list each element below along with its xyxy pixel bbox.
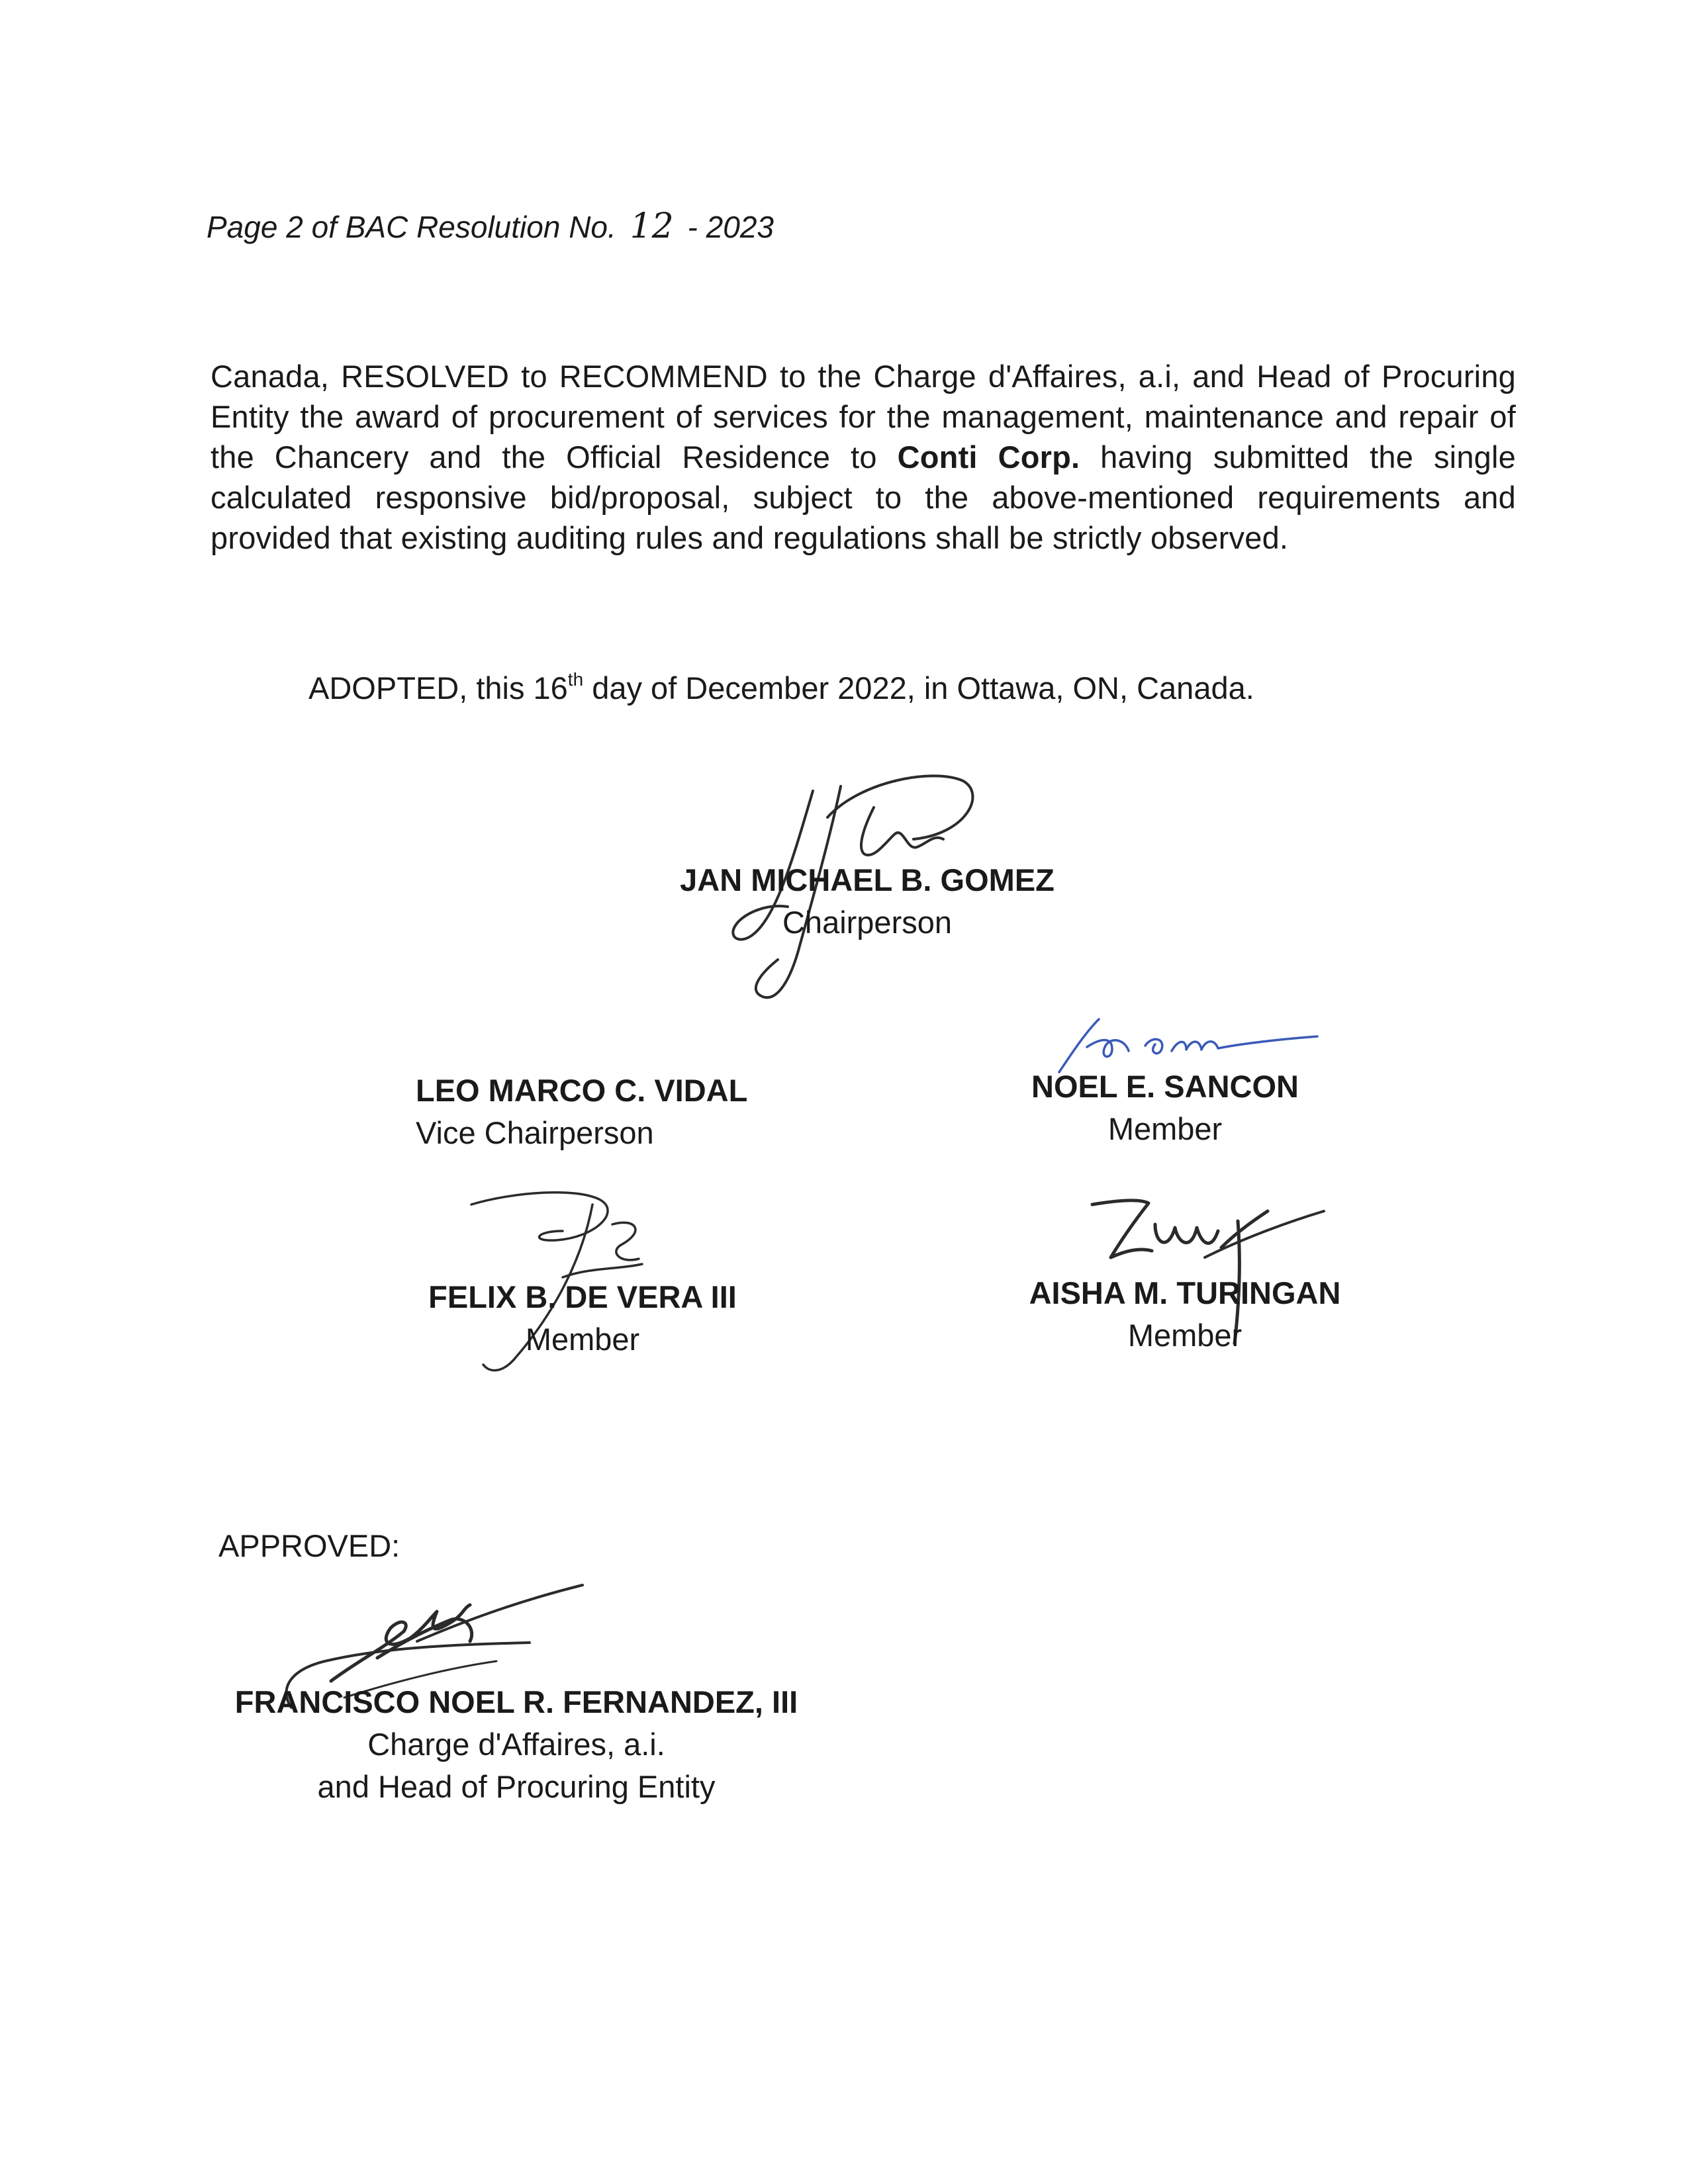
- member1-signature-block: [993, 1066, 1337, 1150]
- member1-role: Member: [1107, 1111, 1223, 1146]
- member2-name: FELIX B. DE VERA III: [428, 1279, 737, 1314]
- header-separator: -: [687, 210, 698, 244]
- header-year: 2023: [706, 210, 774, 244]
- vice-chair-name: LEO MARCO C. VIDAL: [416, 1073, 748, 1108]
- adopted-rest: day of December 2022, in Ottawa, ON, Canada.: [583, 670, 1254, 705]
- header-prefix: Page 2 of BAC Resolution No.: [207, 210, 616, 244]
- approver-role-line2: and Head of Procuring Entity: [317, 1769, 716, 1804]
- handwritten-resolution-number: 12: [630, 206, 674, 246]
- member3-role: Member: [1127, 1318, 1243, 1353]
- approver-signature-block: [218, 1681, 814, 1808]
- paragraph-part1: Canada, RESOLVED to RECOMMEND to the Charge d'Affaires, a.i, and Head of Procuring Entity the award of procurement of services for the management, maintenance and repair of the Chancery and the Official Residence to: [211, 359, 1516, 475]
- vice-chair-signature-block: [416, 1069, 747, 1154]
- company-name: Conti Corp.: [897, 439, 1080, 475]
- chair-name: JAN MICHAEL B. GOMEZ: [680, 862, 1055, 897]
- resolution-paragraph: [211, 356, 1516, 558]
- paragraph-part2: having submitted the single calculated responsive bid/proposal, subject to the above-mentioned requirements and provided that existing auditing rules and regulations shall be strictly observed.: [211, 439, 1516, 555]
- member1-name: NOEL E. SANCON: [1031, 1069, 1299, 1104]
- vice-chair-role: Vice Chairperson: [416, 1115, 654, 1150]
- member3-signature-block: [980, 1272, 1390, 1357]
- chair-signature-block: [596, 859, 1139, 944]
- approver-name: FRANCISCO NOEL R. FERNANDEZ, III: [234, 1684, 798, 1719]
- page-header: [207, 206, 774, 246]
- chair-role: Chairperson: [782, 905, 953, 940]
- member2-signature-block: [397, 1276, 768, 1361]
- adopted-ordinal-suffix: th: [567, 669, 584, 690]
- adopted-line: [308, 670, 1254, 706]
- approved-label: APPROVED:: [218, 1528, 400, 1563]
- approver-role-line1: Charge d'Affaires, a.i.: [367, 1727, 665, 1762]
- member2-role: Member: [525, 1322, 640, 1357]
- member3-name: AISHA M. TURINGAN: [1029, 1275, 1341, 1310]
- adopted-prefix: ADOPTED, this 16: [308, 670, 568, 705]
